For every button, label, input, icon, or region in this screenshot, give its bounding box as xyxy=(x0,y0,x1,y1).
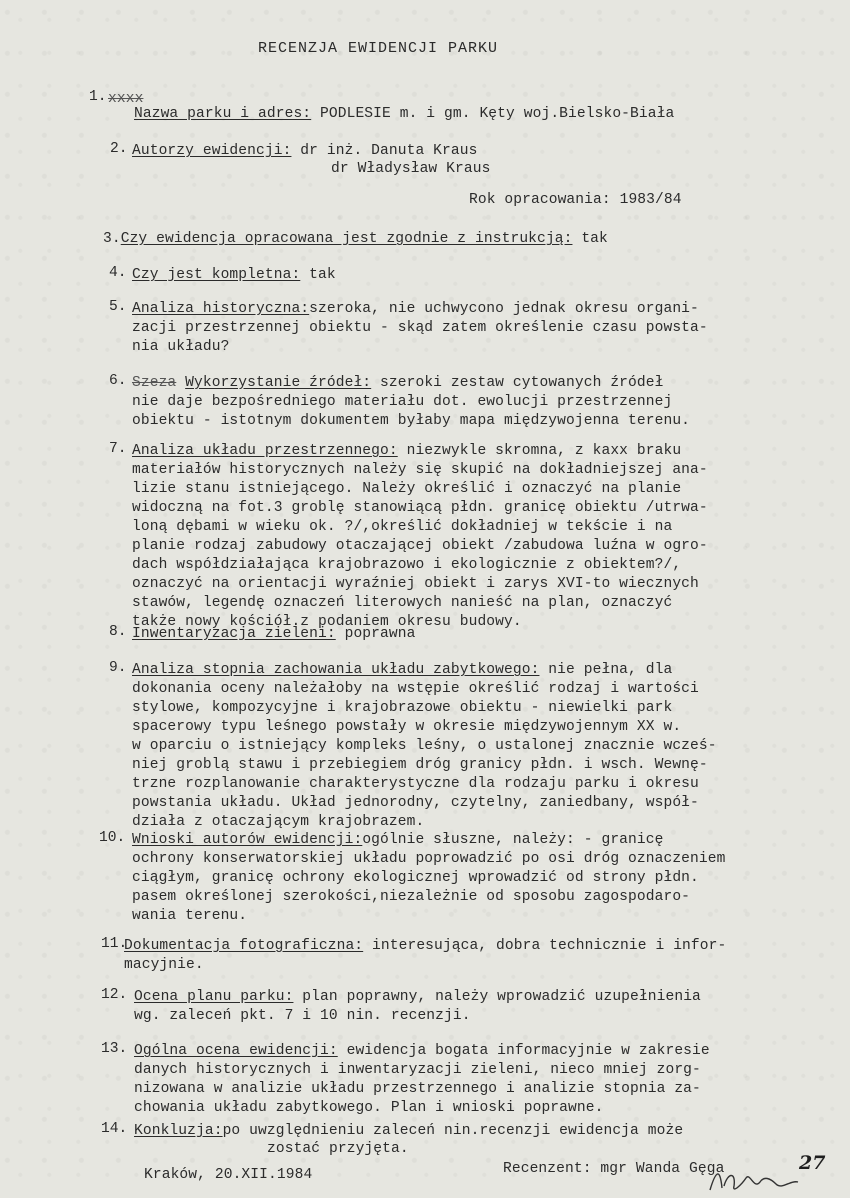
item-5-number: 5. xyxy=(109,299,127,315)
item-9-text-6: niej groblą stawu i przebiegiem dróg granicy płdn. i wsch. Wewnę- xyxy=(132,757,708,773)
item-5-text-1: szeroka, nie uchwycono jednak okresu organi- xyxy=(309,301,699,317)
item-7-line-1 xyxy=(132,441,681,461)
item-3-number: 3. xyxy=(103,231,121,247)
item-1-label: Nazwa parku i adres: xyxy=(134,106,312,122)
item-13-text-1: ewidencja bogata informacyjnie w zakresie xyxy=(337,1043,710,1059)
item-9-text-4: spacerowy typu leśnego powstały w okresie międzywojennym XX w. xyxy=(132,719,682,735)
item-13-text-3: nizowana w analizie układu przestrzennego i analizie stopnia za- xyxy=(134,1081,701,1097)
item-2-year-label: Rok opracowania: xyxy=(469,192,611,208)
item-10-label: Wnioski autorów ewidencji: xyxy=(132,832,363,848)
item-1-number: 1. xyxy=(89,89,107,105)
item-10-text-2: ochrony konserwatorskiej układu poprowadzić po osi dróg oznaczeniem xyxy=(132,851,726,867)
item-7-text-5: loną dębami w wieku ok. ?/,określić dokładniej w tekście i na xyxy=(132,519,673,535)
item-7-text-9: stawów, legendę oznaczeń literowych nanieść na plan, oznaczyć xyxy=(132,595,673,611)
item-9-number: 9. xyxy=(109,660,127,676)
item-14-label: Konkluzja: xyxy=(134,1123,223,1139)
item-9-text-5: w oparciu o istniejący kompleks leśny, o ustalonej znacznie wcześ- xyxy=(132,738,717,754)
item-7-text-10: także nowy kościół.z podaniem okresu budowy. xyxy=(132,614,522,630)
handwritten-page-number: 27 xyxy=(799,1152,826,1174)
item-12-text-1: plan poprawny, należy wprowadzić uzupełnienia xyxy=(293,989,701,1005)
item-6-text-3: obiektu - istotnym dokumentem byłaby mapa międzywojenna terenu. xyxy=(132,413,691,429)
item-7-text-1: niezwykle skromna, z kaxx braku xyxy=(397,443,682,459)
item-2-label: Autorzy ewidencji: xyxy=(132,143,292,159)
item-6-label: Wykorzystanie źródeł: xyxy=(185,375,372,391)
item-12-label: Ocena planu parku: xyxy=(134,989,294,1005)
item-5-line-1 xyxy=(132,299,699,319)
item-6-line-1 xyxy=(132,373,663,393)
item-6-text-2: nie daje bezpośredniego materiału dot. ewolucji przestrzennej xyxy=(132,394,673,410)
item-5-text-2: zacji przestrzennej obiektu - skąd zatem określenie czasu powsta- xyxy=(132,320,708,336)
item-14-text-1: po uwzględnieniu zaleceń nin.recenzji ewidencja może xyxy=(222,1123,684,1139)
item-2-number: 2. xyxy=(110,141,128,157)
item-11-label: Dokumentacja fotograficzna: xyxy=(124,938,364,954)
item-3-label: Czy ewidencja opracowana jest zgodnie z instrukcją: xyxy=(120,231,573,247)
item-2-year-value: 1983/84 xyxy=(610,192,682,208)
item-13-label: Ogólna ocena ewidencji: xyxy=(134,1043,338,1059)
item-7-text-4: widoczną na fot.3 groblę stanowiącą płdn. granicę obiektu /utrwa- xyxy=(132,500,708,516)
item-6-text-1: szeroki zestaw cytowanych źródeł xyxy=(371,375,664,391)
item-4-label: Czy jest kompletna: xyxy=(132,267,301,283)
place-and-date: Kraków, 20.XII.1984 xyxy=(144,1167,313,1183)
item-7-text-7: dach współdziałająca krajobrazowo i ekologicznie z obiektem?/, xyxy=(132,557,682,573)
item-6-crossed-text: Szeza xyxy=(132,375,177,391)
item-2-line-2: dr Władysław Kraus xyxy=(331,161,491,177)
item-7-number: 7. xyxy=(109,441,127,457)
item-4-line xyxy=(132,265,336,285)
item-11-line-1 xyxy=(124,936,726,956)
item-12-number: 12. xyxy=(101,987,128,1003)
item-14-number: 14. xyxy=(101,1121,128,1137)
item-1-crossed-text: xxxx xyxy=(108,91,144,107)
item-9-text-1: nie pełna, dla xyxy=(539,662,673,678)
item-10-text-1: ogólnie słuszne, należy: - granicę xyxy=(362,832,664,848)
document-title: RECENZJA EWIDENCJI PARKU xyxy=(258,40,499,57)
reviewer: Recenzent: mgr Wanda Gęga xyxy=(503,1161,725,1177)
signature-icon xyxy=(706,1160,806,1196)
item-13-number: 13. xyxy=(101,1041,128,1057)
item-4-number: 4. xyxy=(109,265,127,281)
item-10-text-5: wania terenu. xyxy=(132,908,248,924)
item-13-line-1 xyxy=(134,1041,710,1061)
item-12-text-2: wg. zaleceń pkt. 7 i 10 nin. recenzji. xyxy=(134,1008,471,1024)
item-14-text-2: zostać przyjęta. xyxy=(267,1141,409,1157)
item-12-line-1 xyxy=(134,987,701,1007)
item-11-number: 11. xyxy=(101,936,128,952)
item-10-text-3: ciągłym, granicę ochrony ekologicznej wprowadzić od strony płdn. xyxy=(132,870,699,886)
item-2-year xyxy=(469,190,682,210)
item-7-text-8: oznaczyć na orientacji wyraźniej obiekt i zarys XVI-to wiecznych xyxy=(132,576,699,592)
item-9-text-9: działa z otaczającym krajobrazem. xyxy=(132,814,425,830)
item-11-text-1: interesująca, dobra technicznie i infor- xyxy=(363,938,727,954)
item-5-label: Analiza historyczna: xyxy=(132,301,310,317)
item-7-label: Analiza układu przestrzennego: xyxy=(132,443,398,459)
item-8-number: 8. xyxy=(109,624,127,640)
item-9-text-3: stylowe, kompozycyjne i krajobrazowe obiektu - niewielki park xyxy=(132,700,673,716)
item-8-value: poprawna xyxy=(335,626,416,642)
item-10-number: 10. xyxy=(99,830,126,846)
item-9-text-7: trzne rozplanowanie charakterystyczne dla rodzaju parku i okresu xyxy=(132,776,699,792)
item-3 xyxy=(103,229,608,249)
item-9-label: Analiza stopnia zachowania układu zabytkowego: xyxy=(132,662,540,678)
item-1-value: PODLESIE m. i gm. Kęty woj.Bielsko-Biała xyxy=(311,106,675,122)
item-9-text-8: powstania układu. Układ jednorodny, czytelny, zaniedbany, współ- xyxy=(132,795,699,811)
item-13-text-4: chowania układu zabytkowego. Plan i wnioski poprawne. xyxy=(134,1100,604,1116)
item-7-text-2: materiałów historycznych należy się skupić na dokładniejszej ana- xyxy=(132,462,708,478)
item-3-value: tak xyxy=(572,231,608,247)
item-7-text-3: lizie stanu istniejącego. Należy określić i oznaczyć na planie xyxy=(132,481,682,497)
item-6-number: 6. xyxy=(109,373,127,389)
item-9-text-2: dokonania oceny należałoby na wstępie określić rodzaj i wartości xyxy=(132,681,699,697)
item-1-line xyxy=(134,104,674,124)
item-4-value: tak xyxy=(300,267,336,283)
item-9-line-1 xyxy=(132,660,672,680)
item-7-text-6: planie rodzaj zabudowy otaczającej obiekt /zabudowa luźna w ogro- xyxy=(132,538,708,554)
item-11-text-2: macyjnie. xyxy=(124,957,204,973)
item-8-label: Inwentaryzacja zieleni: xyxy=(132,626,336,642)
item-13-text-2: danych historycznych i inwentaryzacji zieleni, nieco mniej zorg- xyxy=(134,1062,701,1078)
item-5-text-3: nia układu? xyxy=(132,339,230,355)
item-8-line xyxy=(132,624,415,644)
item-10-line-1 xyxy=(132,830,663,850)
item-10-text-4: pasem określonej szerokości,niezależnie od sposobu zagospodaro- xyxy=(132,889,691,905)
item-2-value-1: dr inż. Danuta Kraus xyxy=(291,143,478,159)
